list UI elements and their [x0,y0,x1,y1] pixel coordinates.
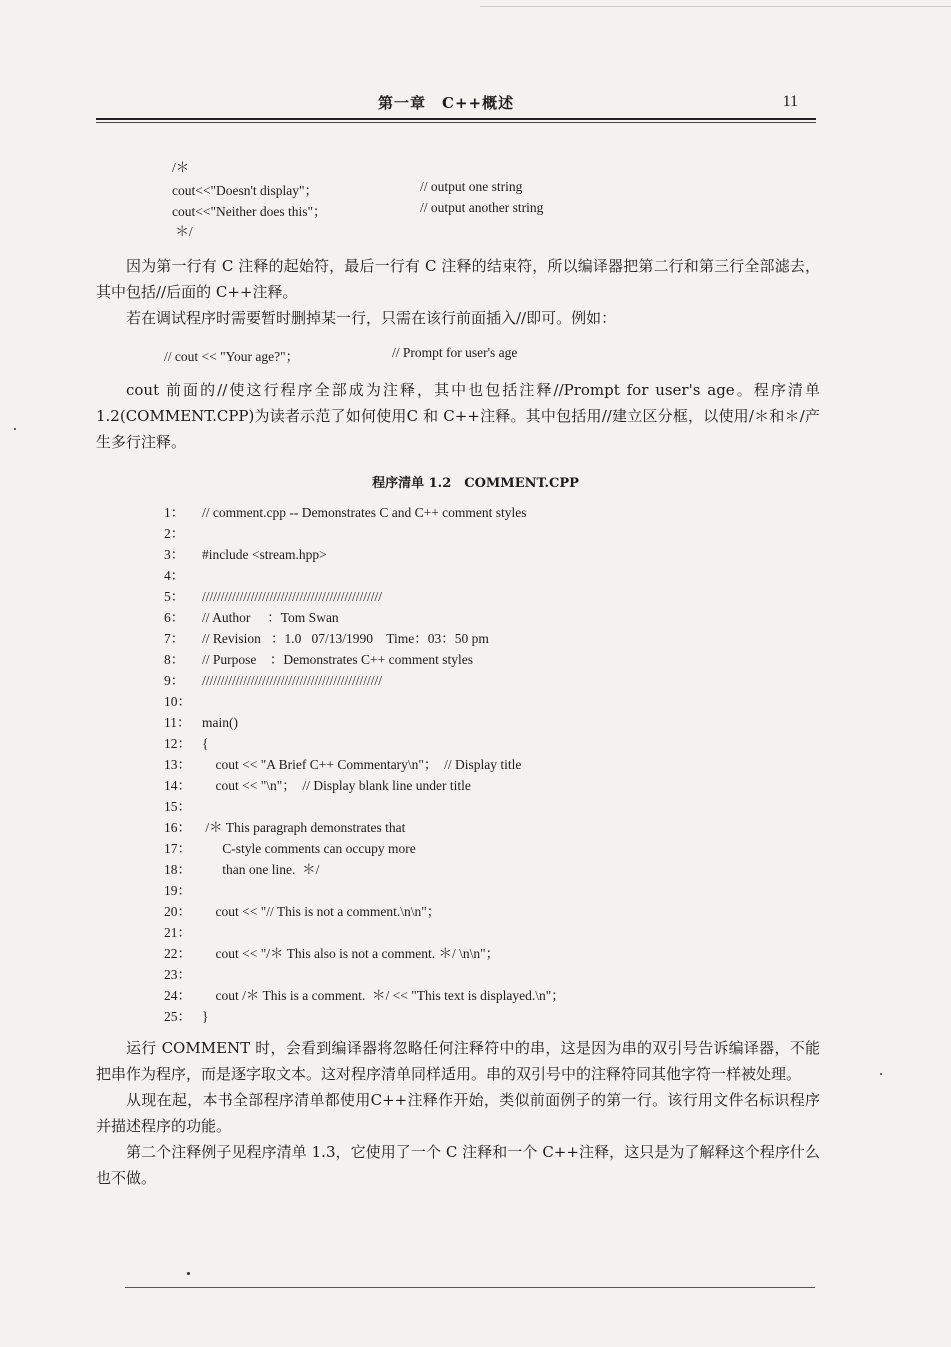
listing-line [164,859,684,880]
line-code: /＊ This paragraph demonstrates that [202,820,406,835]
line-code: { [202,736,209,751]
line-code: main() [202,715,238,730]
line-number: 1： [164,505,185,520]
listing-line [164,523,684,544]
line-number: 25： [164,1009,191,1024]
listing-line [164,922,684,943]
listing-line [164,649,684,670]
listing-line [164,943,684,964]
line-code: // Revision ：1.0 07/13/1990 Time：03：50 pm [202,631,489,646]
paragraph: 因为第一行有 C 注释的起始符，最后一行有 C 注释的结束符，所以编译器把第二行和第三行全部滤去，其中包括//后面的 C++注释。 [96,257,820,301]
line-number: 2： [164,526,185,541]
chapter-title: 第一章 C++概述 [378,94,515,112]
line-number: 9： [164,673,185,688]
listing-line [164,838,684,859]
example-comment: // Prompt for user's age [392,345,518,360]
line-code: } [202,1009,209,1024]
line-number: 24： [164,988,191,1003]
listing-line [164,712,684,733]
listing-line [164,565,684,586]
body-text-2 [96,377,820,455]
example-code: // cout << "Your age?"； [164,349,300,364]
line-number: 7： [164,631,185,646]
code-comment: // output another string [420,200,544,215]
bottom-rule [125,1287,815,1288]
line-number: 13： [164,757,191,772]
listing-line [164,670,684,691]
line-number: 6： [164,610,185,625]
listing-line [164,754,684,775]
listing-line [164,1006,684,1027]
listing-line [164,502,684,523]
listing-line [164,733,684,754]
line-code: cout << "/＊ This also is not a comment. ＊/ \n\n"； [202,946,500,961]
listing-line [164,607,684,628]
listing-line [164,691,684,712]
line-number: 12： [164,736,191,751]
line-number: 15： [164,799,191,814]
line-number: 3： [164,547,185,562]
code-line: cout<<"Neither does this"； [172,204,327,219]
line-code: cout << "A Brief C++ Commentary\n"； // Display title [202,757,522,772]
line-number: 17： [164,841,191,856]
code-line: ＊/ [172,224,193,239]
body-text-3 [96,1035,820,1191]
header-rule [96,118,816,120]
line-number: 10： [164,694,191,709]
line-number: 18： [164,862,191,877]
listing-line [164,775,684,796]
paragraph: 运行 COMMENT 时，会看到编译器将忽略任何注释符中的串，这是因为串的双引号告诉编译器，不能把串作为程序，而是逐字取文本。这对程序清单同样适用。串的双引号中的注释符同其他字符一样被处理。 [96,1039,820,1083]
line-number: 21： [164,925,191,940]
listing-line [164,985,684,1006]
line-number: 11： [164,715,191,730]
code-line: cout<<"Doesn't display"； [172,183,319,198]
line-number: 5： [164,589,185,604]
listing-line [164,796,684,817]
code-listing [164,502,684,1027]
line-code: //////////////////////////////////////////////// [202,673,383,688]
line-code: than one line. ＊/ [202,862,320,877]
line-number: 16： [164,820,191,835]
listing-line [164,544,684,565]
line-code: //////////////////////////////////////////////// [202,589,383,604]
listing-line [164,901,684,922]
line-code: // Purpose ：Demonstrates C++ comment styles [202,652,473,667]
line-code: cout << "\n"； // Display blank line under title [202,778,471,793]
page-number: 11 [782,93,798,110]
line-code: cout << "// This is not a comment.\n\n"； [202,904,441,919]
scan-speck [880,1073,882,1075]
listing-line [164,880,684,901]
scan-speck [187,1272,190,1275]
line-number: 20： [164,904,191,919]
code-line: /＊ [172,160,190,175]
listing-line [164,817,684,838]
line-number: 22： [164,946,191,961]
listing-line [164,964,684,985]
paragraph: 第二个注释例子见程序清单 1.3，它使用了一个 C 注释和一个 C++注释，这只是为了解释这个程序什么也不做。 [96,1143,820,1187]
scan-speck [14,428,16,430]
line-number: 19： [164,883,191,898]
paragraph: 若在调试程序时需要暂时删掉某一行，只需在该行前面插入//即可。例如： [126,309,617,327]
line-number: 23： [164,967,191,982]
line-number: 8： [164,652,185,667]
paragraph: 从现在起，本书全部程序清单都使用C++注释作开始，类似前面例子的第一行。该行用文件名标识程序并描述程序的功能。 [96,1091,820,1135]
line-number: 14： [164,778,191,793]
code-comment: // output one string [420,179,523,194]
line-code: // Author ：Tom Swan [202,610,339,625]
line-code: cout /＊ This is a comment. ＊/ << "This text is displayed.\n"； [202,988,565,1003]
line-code: // comment.cpp -- Demonstrates C and C++ comment styles [202,505,527,520]
page-header [96,92,816,114]
line-code: C-style comments can occupy more [202,841,416,856]
listing-title: 程序清单 1.2 COMMENT.CPP [372,476,579,491]
header-rule-thin [96,122,816,123]
scan-artifact-line [480,6,951,7]
line-number: 4： [164,568,185,583]
line-code: #include <stream.hpp> [202,547,327,562]
listing-line [164,628,684,649]
body-text-1 [96,253,820,331]
paragraph: cout 前面的//使这行程序全部成为注释，其中也包括注释//Prompt for user's age。程序清单 1.2(COMMENT.CPP)为读者示范了如何使用C 和 C++注释。其中包括用//建立区分框，以使用/＊和＊/产生多行注释。 [96,381,820,451]
listing-line [164,586,684,607]
